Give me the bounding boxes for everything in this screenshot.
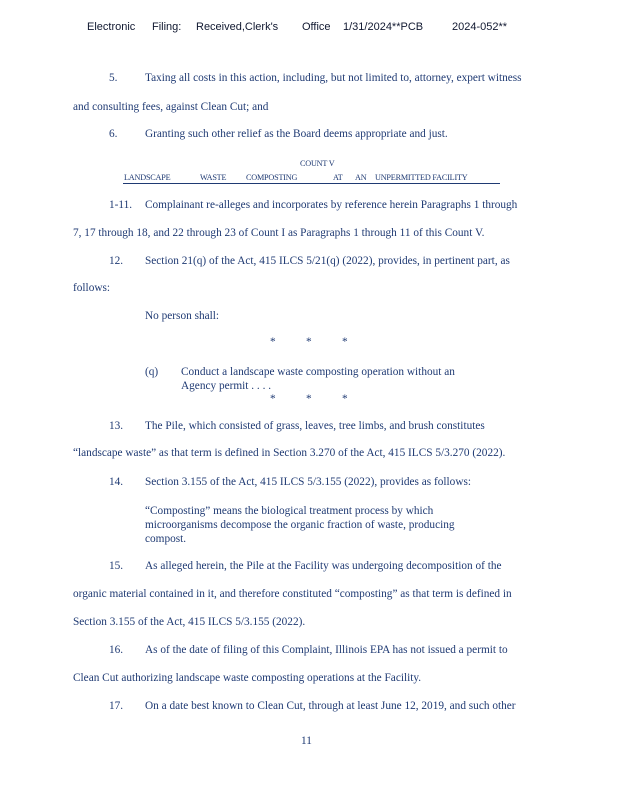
page-number: 11 bbox=[301, 735, 312, 747]
star-mark: * bbox=[270, 336, 276, 348]
star-mark: * bbox=[306, 336, 312, 348]
count-heading-waste: WASTE bbox=[200, 173, 227, 182]
count-heading-unpermitted: UNPERMITTED FACILITY bbox=[375, 173, 468, 182]
para-5-line-1: Taxing all costs in this action, including, but not limited to, attorney, expert witness bbox=[145, 72, 522, 84]
para-12-item-label: (q) bbox=[145, 366, 159, 378]
para-15-line-2: organic material contained in it, and therefore constituted “composting” as that term is defined in bbox=[73, 588, 512, 600]
header-case-number: 2024-052** bbox=[452, 21, 508, 33]
para-16-number: 16. bbox=[109, 644, 124, 656]
para-12-line-1: Section 21(q) of the Act, 415 ILCS 5/21(q) (2022), provides, in pertinent part, as bbox=[145, 255, 510, 267]
header-office: Office bbox=[302, 21, 331, 33]
count-heading-at: AT bbox=[333, 173, 343, 182]
para-12-line-2: follows: bbox=[73, 282, 111, 294]
para-6-number: 6. bbox=[109, 128, 118, 140]
count-heading-an: AN bbox=[355, 173, 367, 182]
para-12-stars-1 bbox=[270, 336, 378, 348]
count-heading-underline bbox=[123, 183, 500, 184]
para-6-line-1: Granting such other relief as the Board deems appropriate and just. bbox=[145, 128, 448, 140]
para-15-line-3: Section 3.155 of the Act, 415 ILCS 5/3.155 (2022). bbox=[73, 616, 306, 628]
header-electronic: Electronic bbox=[87, 21, 136, 33]
para-14-line-1: Section 3.155 of the Act, 415 ILCS 5/3.155 (2022), provides as follows: bbox=[145, 476, 472, 488]
para-17-number: 17. bbox=[109, 700, 124, 712]
para-16-line-1: As of the date of filing of this Complaint, Illinois EPA has not issued a permit to bbox=[145, 644, 508, 656]
para-12-stars-2 bbox=[270, 393, 378, 405]
header-received: Received,Clerk's bbox=[196, 21, 279, 33]
para-1-11-line-1: Complainant re-alleges and incorporates by reference herein Paragraphs 1 through bbox=[145, 199, 518, 211]
count-heading-composting: COMPOSTING bbox=[246, 173, 298, 182]
para-17-line-1: On a date best known to Clean Cut, through at least June 12, 2019, and such other bbox=[145, 700, 516, 712]
para-14-quote-line-3: compost. bbox=[145, 533, 187, 545]
star-mark: * bbox=[270, 393, 276, 405]
para-12-item-line-2: Agency permit . . . . bbox=[181, 380, 272, 392]
count-heading-landscape: LANDSCAPE bbox=[124, 173, 171, 182]
para-12-number: 12. bbox=[109, 255, 124, 267]
para-5-line-2: and consulting fees, against Clean Cut; and bbox=[73, 101, 269, 113]
para-12-quote-intro: No person shall: bbox=[145, 310, 220, 322]
para-13-number: 13. bbox=[109, 420, 124, 432]
star-mark: * bbox=[306, 393, 312, 405]
para-14-quote-line-1: “Composting” means the biological treatment process by which bbox=[145, 505, 434, 517]
header-date-pcb: 1/31/2024**PCB bbox=[343, 21, 424, 33]
para-13-line-2: “landscape waste” as that term is defined in Section 3.270 of the Act, 415 ILCS 5/3.270 (2022). bbox=[73, 447, 506, 459]
star-mark: * bbox=[342, 336, 348, 348]
para-12-item-line-1: Conduct a landscape waste composting operation without an bbox=[181, 366, 455, 378]
para-14-quote-line-2: microorganisms decompose the organic fraction of waste, producing bbox=[145, 519, 455, 531]
para-13-line-1: The Pile, which consisted of grass, leaves, tree limbs, and brush constitutes bbox=[145, 420, 485, 432]
para-15-line-1: As alleged herein, the Pile at the Facility was undergoing decomposition of the bbox=[145, 560, 502, 572]
para-5-number: 5. bbox=[109, 72, 118, 84]
para-14-number: 14. bbox=[109, 476, 124, 488]
para-16-line-2: Clean Cut authorizing landscape waste composting operations at the Facility. bbox=[73, 672, 422, 684]
count-heading-number: COUNT V bbox=[300, 159, 335, 168]
para-1-11-number: 1-11. bbox=[109, 199, 133, 211]
para-1-11-line-2: 7, 17 through 18, and 22 through 23 of Count I as Paragraphs 1 through 11 of this Count V. bbox=[73, 227, 485, 239]
star-mark: * bbox=[342, 393, 348, 405]
para-15-number: 15. bbox=[109, 560, 124, 572]
header-filing: Filing: bbox=[152, 21, 182, 33]
